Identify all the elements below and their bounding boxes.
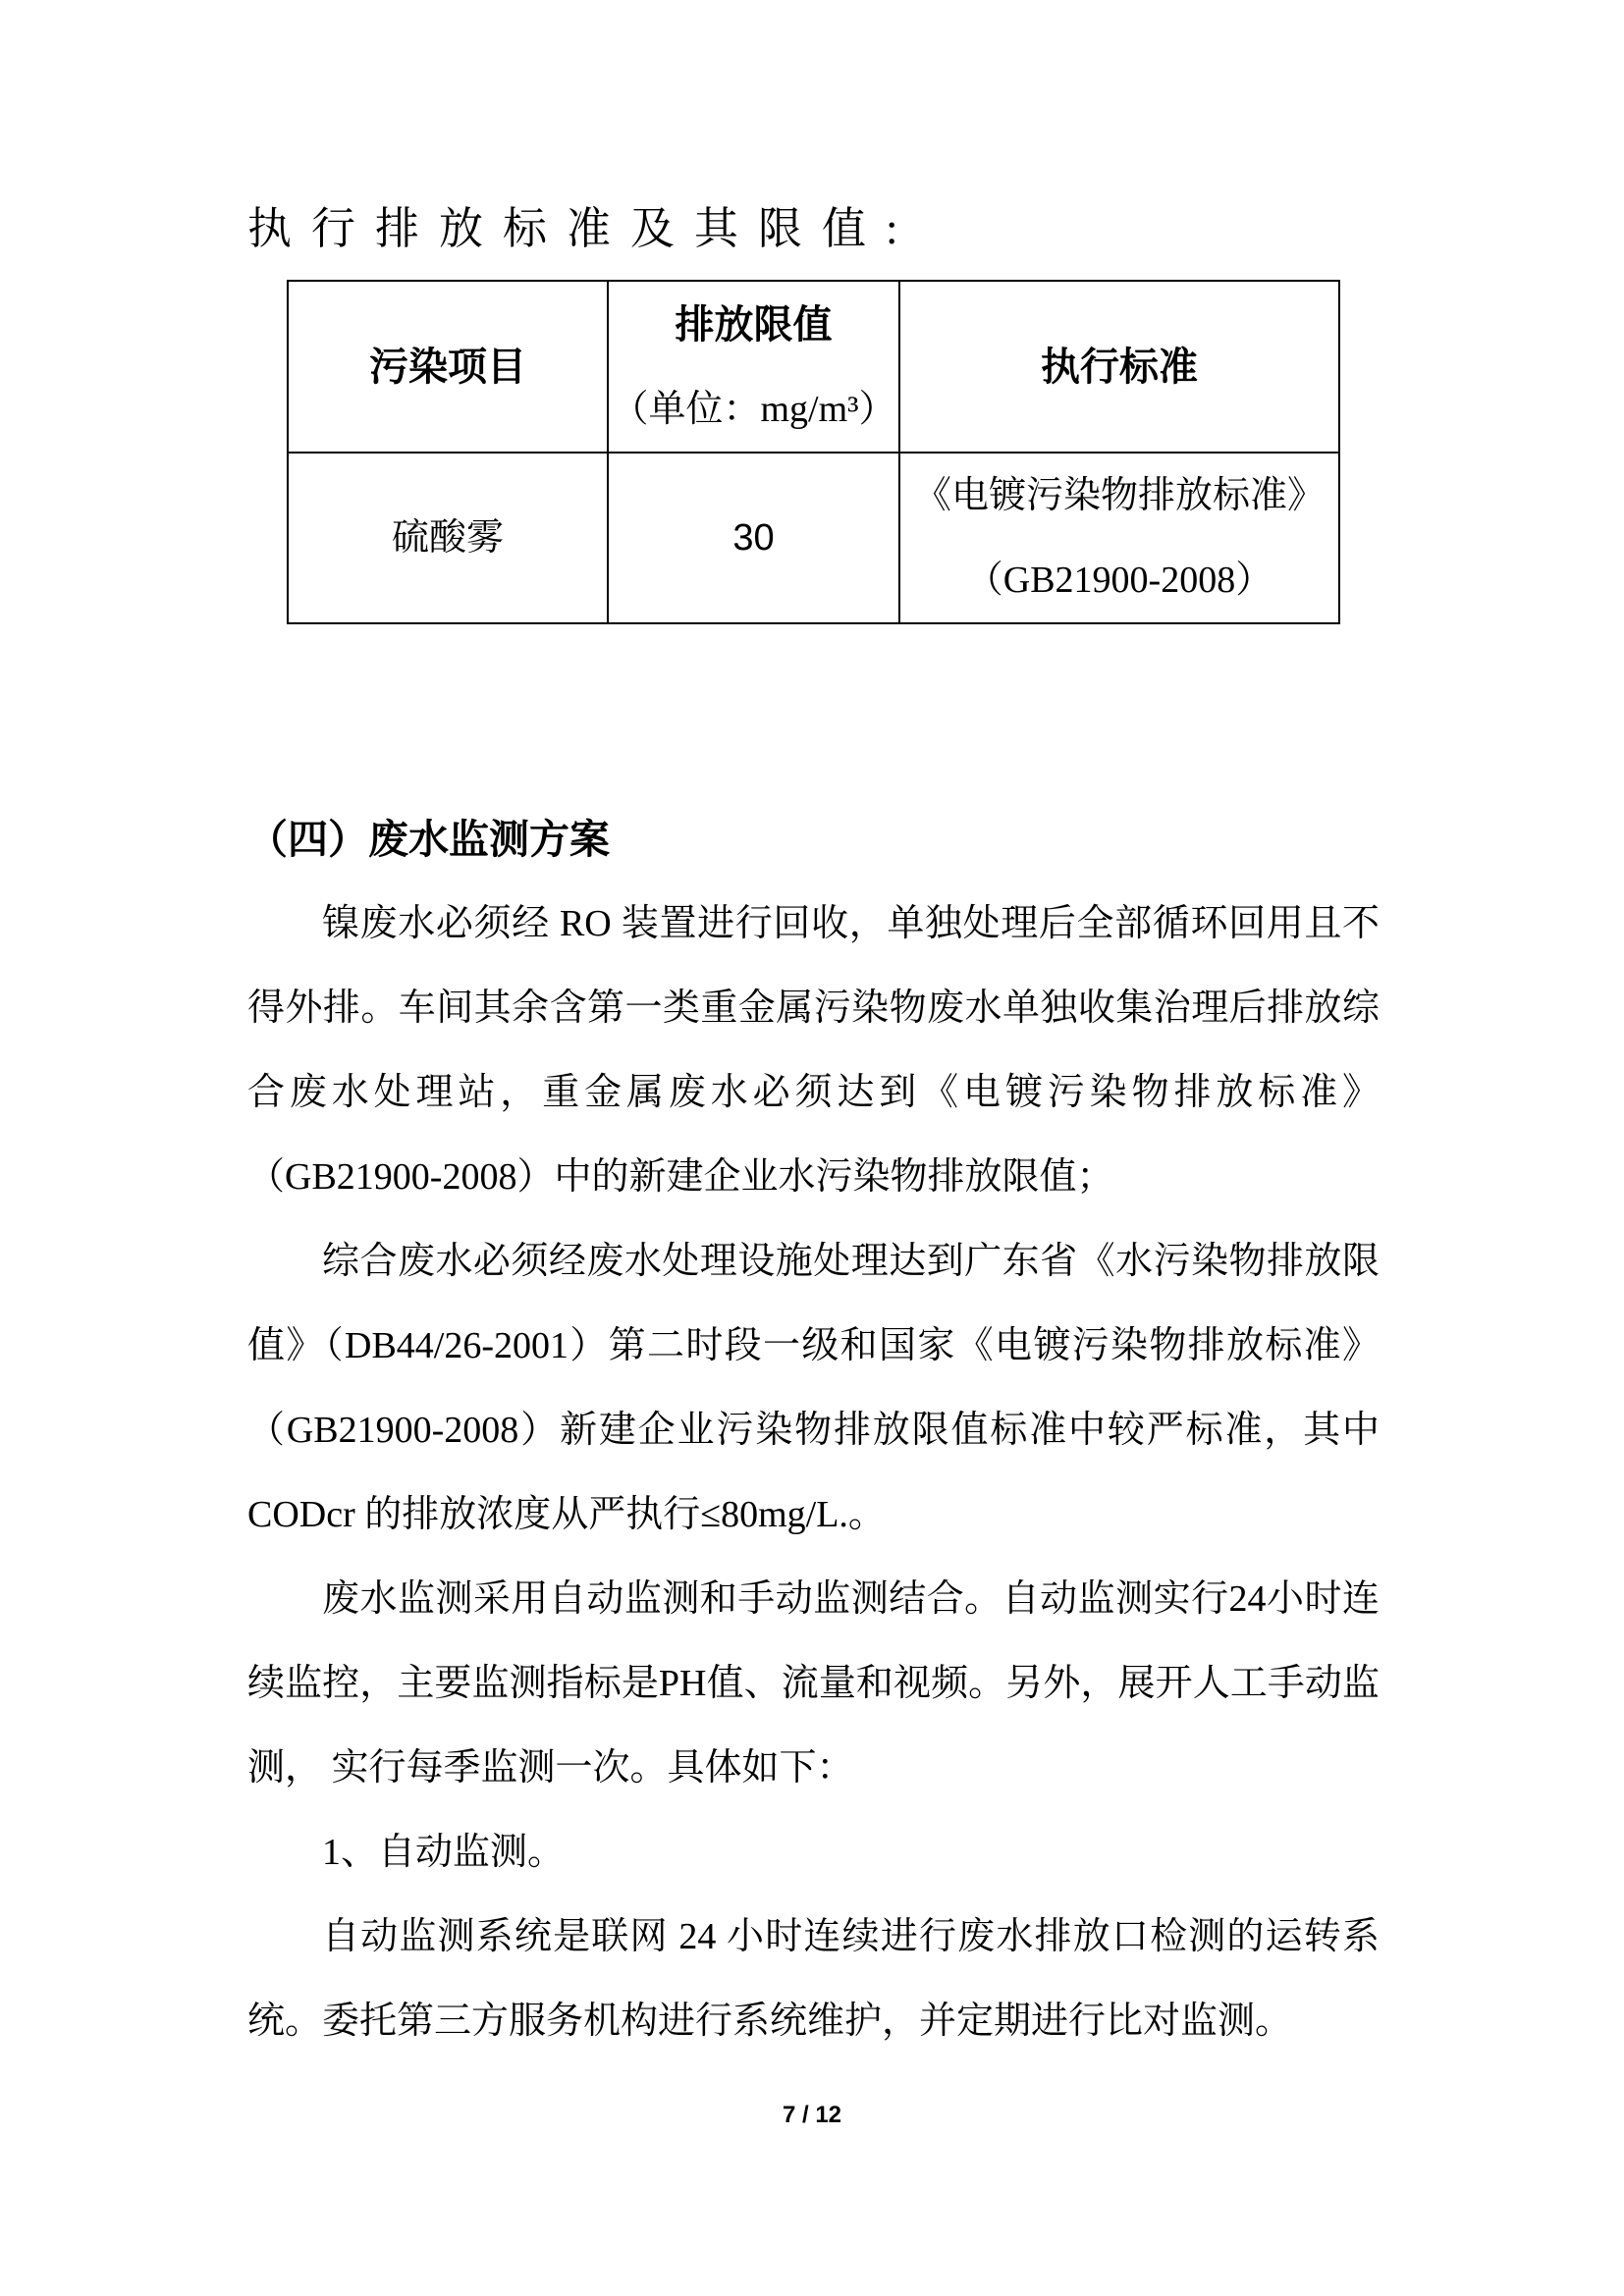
cell-standard-line1: 《电镀污染物排放标准》 [913, 475, 1325, 516]
table-header-limit-title: 排放限值 [675, 301, 833, 347]
cell-standard-line2: （GB21900-2008） [965, 560, 1273, 601]
paragraph-line: CODcr 的排放浓度从严执行≤80mg/L.。 [247, 1494, 886, 1535]
page-number: 7 / 12 [782, 2102, 842, 2128]
paragraph-line: 自动监测系统是联网 24 小时连续进行废水排放口检测的运转系 [322, 1916, 1380, 1957]
paragraph-line: 综合废水必须经废水处理设施处理达到广东省《水污染物排放限 [322, 1241, 1380, 1282]
emission-limits-table [287, 280, 1340, 624]
cell-standard [899, 453, 1339, 623]
intro-line: 执行排放标准及其限值: [247, 204, 918, 253]
paragraph-line: （GB21900-2008）中的新建企业水污染物排放限值； [247, 1156, 1114, 1198]
paragraph-line: （GB21900-2008）新建企业污染物排放限值标准中较严标准，其中 [247, 1410, 1380, 1451]
table-data-row [288, 453, 1339, 623]
body-text [247, 797, 1380, 2063]
paragraph-line: 得外排。车间其余含第一类重金属污染物废水单独收集治理后排放综 [247, 988, 1380, 1029]
paragraph-line: 废水监测采用自动监测和手动监测结合。自动监测实行24小时连 [322, 1578, 1380, 1620]
table-header-limit-unit: （单位：mg/m³） [611, 388, 896, 430]
table-header-limit [608, 281, 899, 453]
paragraph-line: 1、自动监测。 [322, 1832, 566, 1873]
cell-pollutant: 硫酸雾 [288, 453, 608, 623]
paragraph-line: 统。委托第三方服务机构进行系统维护，并定期进行比对监测。 [247, 2001, 1293, 2042]
section-heading: （四）废水监测方案 [247, 817, 610, 862]
cell-limit-value: 30 [608, 453, 899, 623]
table-header-pollutant: 污染项目 [288, 281, 608, 453]
paragraph-line: 续监控，主要监测指标是PH值、流量和视频。另外，展开人工手动监 [247, 1663, 1380, 1704]
paragraph-line: 值》（DB44/26-2001）第二时段一级和国家《电镀污染物排放标准》 [247, 1325, 1380, 1366]
paragraph-line: 合废水处理站，重金属废水必须达到《电镀污染物排放标准》 [247, 1072, 1380, 1113]
table-header-row [288, 281, 1339, 453]
table-header-standard: 执行标准 [899, 281, 1339, 453]
paragraph-line: 镍废水必须经 RO 装置进行回收，单独处理后全部循环回用且不 [322, 903, 1380, 944]
paragraph-line: 测， 实行每季监测一次。具体如下： [247, 1747, 854, 1789]
